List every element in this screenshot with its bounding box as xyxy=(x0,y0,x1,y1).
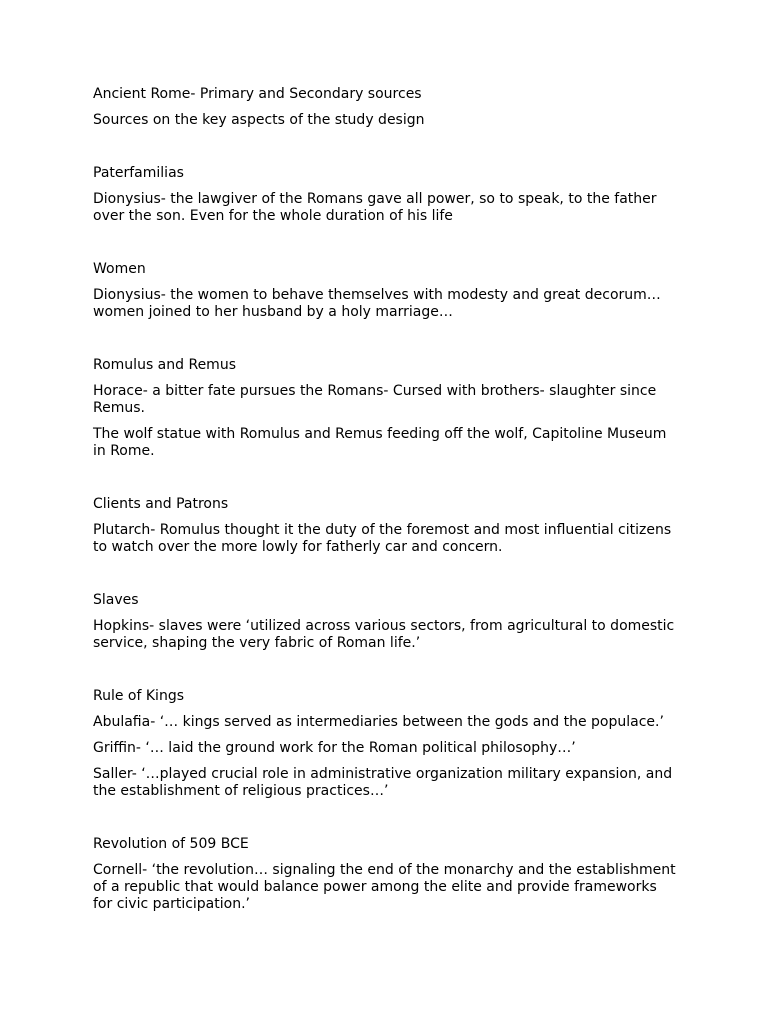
section-heading: Rule of Kings xyxy=(93,688,184,704)
section-clients-and-patrons xyxy=(93,496,678,556)
section-heading: Slaves xyxy=(93,592,139,608)
source-paragraph: Hopkins- slaves were ‘utilized across various sectors, from agricultural to domestic service, shaping the very fabric of Roman life.’ xyxy=(93,618,675,651)
section-women xyxy=(93,261,678,321)
section-revolution-of-509-bce xyxy=(93,836,678,913)
source-paragraph: The wolf statue with Romulus and Remus feeding off the wolf, Capitoline Museum in Rome. xyxy=(93,426,667,459)
section-rule-of-kings xyxy=(93,688,678,800)
section-romulus-and-remus xyxy=(93,357,678,460)
source-paragraph: Horace- a bitter fate pursues the Romans- Cursed with brothers- slaughter since Remus. xyxy=(93,383,657,416)
source-paragraph: Dionysius- the women to behave themselves with modesty and great decorum… women joined to her husband by a holy marriage… xyxy=(93,287,661,320)
section-heading: Revolution of 509 BCE xyxy=(93,836,249,852)
source-paragraph: Dionysius- the lawgiver of the Romans gave all power, so to speak, to the father over the son. Even for the whole duration of his life xyxy=(93,191,657,224)
section-paterfamilias xyxy=(93,165,678,225)
document-page xyxy=(93,86,678,922)
section-heading: Women xyxy=(93,261,146,277)
source-paragraph: Plutarch- Romulus thought it the duty of the foremost and most influential citizens to watch over the more lowly for fatherly car and concern. xyxy=(93,522,672,555)
document-subtitle: Sources on the key aspects of the study design xyxy=(93,112,425,128)
section-heading: Clients and Patrons xyxy=(93,496,229,512)
source-paragraph: Abulafia- ‘… kings served as intermediaries between the gods and the populace.’ xyxy=(93,714,664,730)
source-paragraph: Griffin- ‘… laid the ground work for the Roman political philosophy…’ xyxy=(93,740,576,756)
section-heading: Romulus and Remus xyxy=(93,357,236,373)
source-paragraph: Cornell- ‘the revolution… signaling the end of the monarchy and the establishment of a republic that would balance power among the elite and provide frameworks for civic participation.’ xyxy=(93,862,676,912)
section-heading: Paterfamilias xyxy=(93,165,184,181)
section-slaves xyxy=(93,592,678,652)
source-paragraph: Saller- ‘…played crucial role in administrative organization military expansion, and the establishment of religious practices…’ xyxy=(93,766,673,799)
document-title: Ancient Rome- Primary and Secondary sources xyxy=(93,86,422,102)
